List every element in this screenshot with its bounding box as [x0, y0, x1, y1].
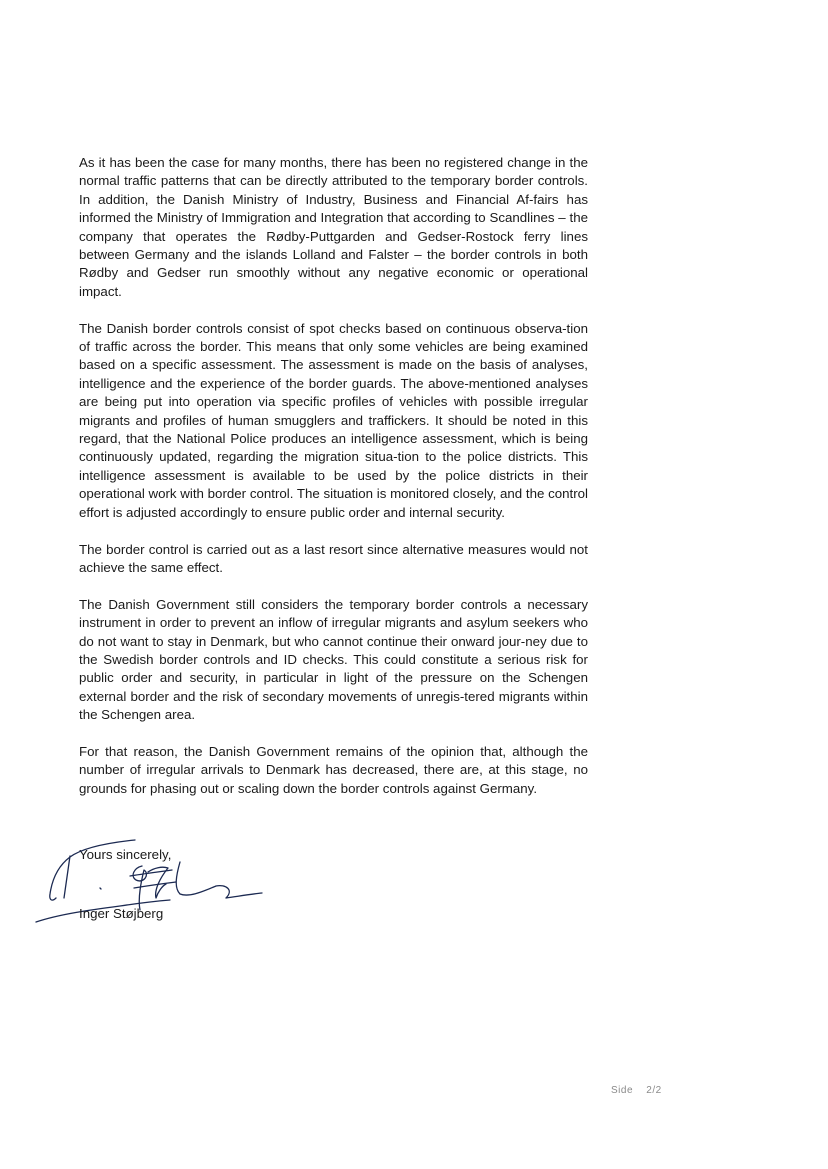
- paragraph-government-position: The Danish Government still considers the temporary border controls a necessary instrument in order to prevent an inflow of irregular migrants and asylum seekers who do not want to stay in Denmark, but who cannot continue their onward jour-ney due to the Swedish border controls and ID checks. This could constitute a serious risk for public order and security, in particular in light of the pressure on the Schengen external border and the risk of secondary movements of unregis-tered migrants within the Schengen area.: [79, 596, 588, 723]
- page-number: [611, 1085, 662, 1096]
- paragraph-conclusion: For that reason, the Danish Government remains of the opinion that, although the number of irregular arrivals to Denmark has decreased, there are, at this stage, no grounds for phasing out or scaling down the border controls against Germany.: [79, 743, 588, 796]
- paragraph-traffic-patterns: As it has been the case for many months, there has been no registered change in the normal traffic patterns that can be directly attributed to the temporary border controls. In addition, the Danish Ministry of Industry, Business and Financial Af-fairs has informed the Ministry of Immigration and Integration that according to Scandlines – the company that operates the Rødby-Puttgarden and Gedser-Rostock ferry lines between Germany and the islands Lolland and Falster – the border controls in both Rødby and Gedser run smoothly without any negative economic or operational impact.: [79, 155, 588, 299]
- signer-name: Inger Støjberg: [79, 906, 164, 921]
- paragraph-last-resort: The border control is carried out as a last resort since alternative measures would not achieve the same effect.: [79, 541, 588, 575]
- closing-salutation: Yours sincerely,: [79, 847, 172, 862]
- page-label: Side: [611, 1085, 634, 1096]
- letter-body: [79, 154, 588, 817]
- page-count: 2/2: [646, 1085, 662, 1096]
- paragraph-spot-checks: The Danish border controls consist of spot checks based on continuous observa-tion of traffic across the border. This means that only some vehicles are being examined based on a specific assessment. The assessment is made on the basis of analyses, intelligence and the experience of the border guards. The above-mentioned analyses are being put into operation via specific profiles of vehicles with possible irregular migrants and profiles of human smugglers and traffickers. It should be noted in this regard, that the National Police produces an intelligence assessment, which is being continuously updated, regarding the migration situa-tion to the police districts. This intelligence assessment is available to be used by the police districts in their operational work with border control. The situation is monitored closely, and the control effort is adjusted accordingly to ensure public order and internal security.: [79, 320, 588, 520]
